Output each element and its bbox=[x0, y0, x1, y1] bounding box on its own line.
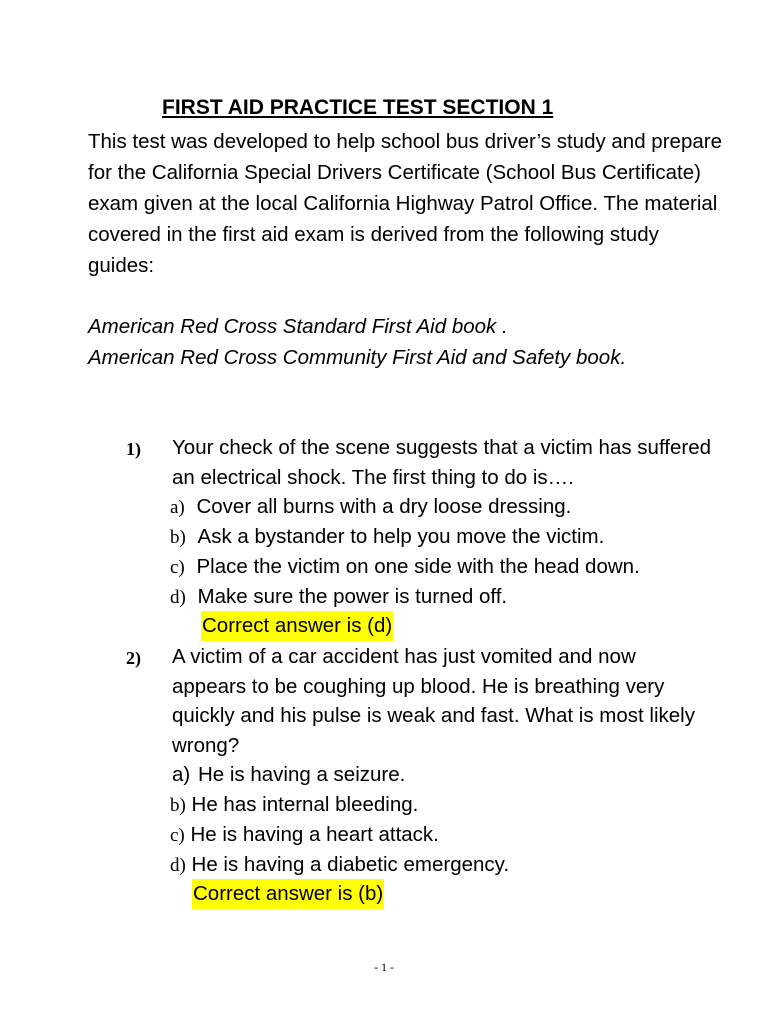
option-d bbox=[170, 582, 507, 613]
question-text: A victim of a car accident has just vomited and now appears to be coughing up blood. He is breathing very quickly and his pulse is weak and fast. What is most likely wrong? bbox=[172, 645, 695, 757]
option-d bbox=[170, 850, 509, 881]
study-guide-references bbox=[88, 311, 728, 373]
intro-paragraph bbox=[88, 126, 728, 281]
correct-answer-highlight: Correct answer is (d) bbox=[201, 611, 393, 641]
option-letter: b) bbox=[170, 795, 186, 816]
option-b bbox=[170, 790, 418, 821]
correct-answer-highlight: Correct answer is (b) bbox=[192, 879, 384, 909]
option-letter: d) bbox=[170, 855, 186, 876]
option-a bbox=[172, 760, 405, 790]
option-a bbox=[170, 492, 571, 523]
option-text: Make sure the power is turned off. bbox=[197, 585, 508, 608]
option-text: He is having a heart attack. bbox=[190, 823, 439, 846]
option-text: Cover all burns with a dry loose dressing. bbox=[196, 495, 572, 518]
option-text: He has internal bleeding. bbox=[191, 793, 419, 816]
option-letter: c) bbox=[170, 825, 185, 846]
reference-item: American Red Cross Standard First Aid book . bbox=[88, 315, 508, 338]
option-letter: a) bbox=[170, 497, 185, 518]
question-number: 2) bbox=[126, 648, 141, 668]
question-text: Your check of the scene suggests that a victim has suffered an electrical shock. The first thing to do is…. bbox=[172, 436, 712, 489]
question-number: 1) bbox=[126, 439, 141, 459]
option-letter: a) bbox=[172, 763, 191, 786]
option-c bbox=[170, 820, 439, 851]
option-text: He is having a diabetic emergency. bbox=[191, 853, 510, 876]
option-c bbox=[170, 552, 640, 583]
option-letter: b) bbox=[170, 527, 186, 548]
page-title: FIRST AID PRACTICE TEST SECTION 1 bbox=[162, 96, 554, 119]
page-number: - 1 - bbox=[374, 960, 394, 974]
option-text: He is having a seizure. bbox=[197, 763, 406, 786]
option-letter: c) bbox=[170, 557, 185, 578]
option-text: Ask a bystander to help you move the victim. bbox=[197, 525, 605, 548]
intro-text: This test was developed to help school bus driver’s study and prepare for the California Special Drivers Certificate (School Bus Certificate) exam given at the local California Highway Patrol Office. The material covered in the first aid exam is derived from the following study guides: bbox=[88, 130, 722, 277]
option-letter: d) bbox=[170, 587, 186, 608]
option-b bbox=[170, 522, 604, 553]
option-text: Place the victim on one side with the head down. bbox=[196, 555, 640, 578]
reference-item: American Red Cross Community First Aid and Safety book. bbox=[88, 346, 627, 369]
